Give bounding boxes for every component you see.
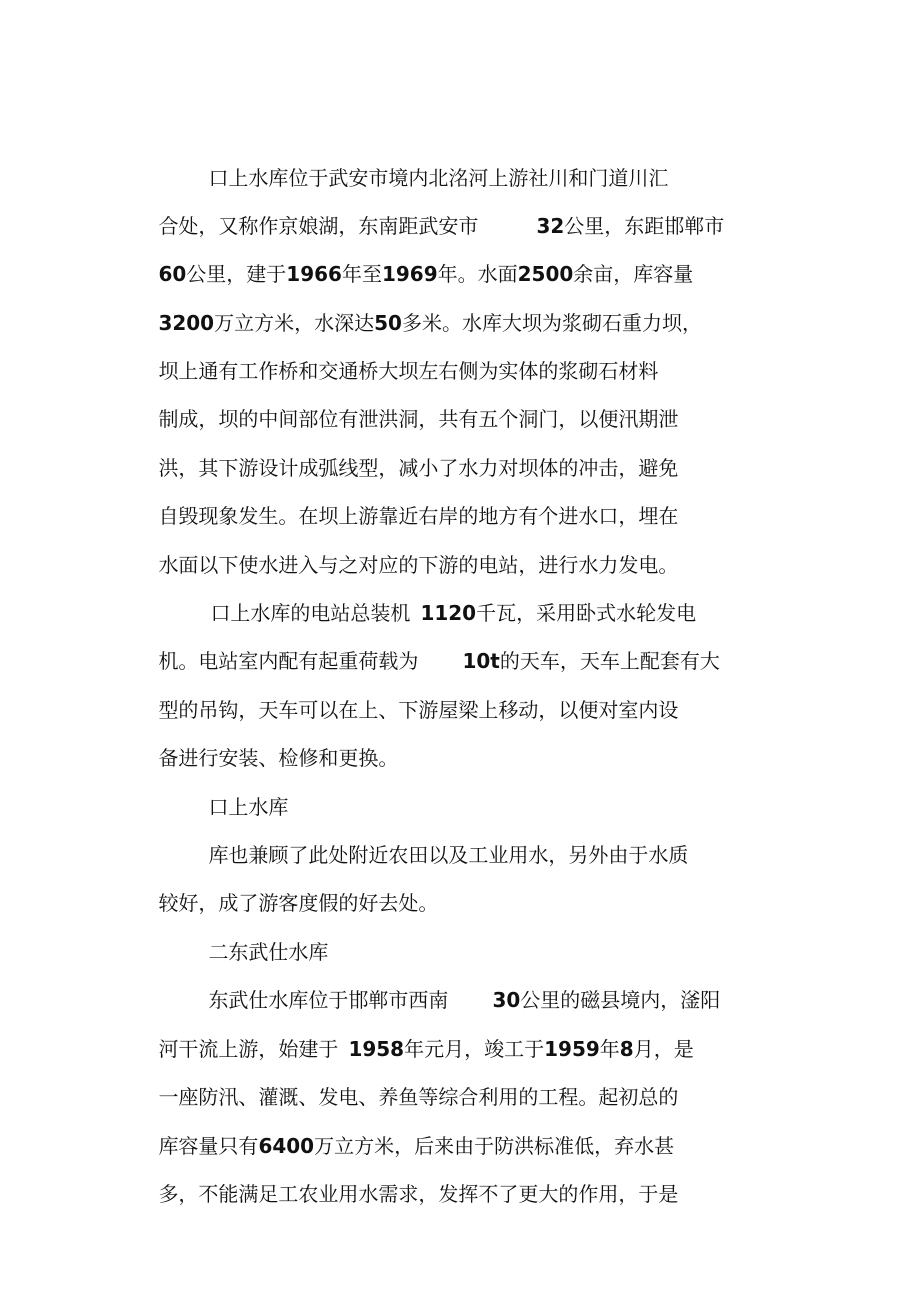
text-run: 年元月，竣工于 — [404, 1037, 545, 1061]
text-run: 余亩，库容量 — [573, 262, 694, 286]
number-run: 30 — [492, 988, 521, 1012]
text-run: 月，是 — [633, 1037, 694, 1061]
text-run: 制成，坝的中间部位有泄洪洞，共有五个洞门，以便汛期泄 — [158, 407, 679, 431]
paragraph4-line4 — [133, 1101, 675, 1158]
text-run: 合处，又称作京娘湖，东南距武安市 — [158, 214, 479, 238]
text-run: 东武仕水库位于邯郸市西南 — [208, 988, 449, 1012]
text-run: 口上水库 — [208, 795, 289, 819]
paragraph3-line1 — [183, 810, 689, 867]
number-run: 32 — [536, 214, 565, 238]
paragraph2-line1 — [185, 568, 697, 625]
text-run: 机。电站室内配有起重荷载为 — [158, 649, 419, 673]
number-run: 1958 — [348, 1037, 405, 1061]
section-heading — [183, 762, 289, 819]
number-run: 1966 — [286, 262, 342, 286]
number-run: 60 — [158, 262, 187, 286]
number-run: 10t — [462, 649, 500, 673]
text-run: 洪，其下游设计成弧线型，减小了水力对坝体的冲击，避免 — [158, 456, 679, 480]
text-run: 多，不能满足工农业用水需求，发挥不了更大的作用，于是 — [158, 1182, 679, 1206]
text-run: 河干流上游，始建于 — [158, 1037, 339, 1061]
text-run: 万立方米，后来由于防洪标准低，弃水甚 — [314, 1134, 675, 1158]
text-run: 公里的磁县境内，滏阳 — [520, 988, 721, 1012]
paragraph1-line5 — [133, 326, 659, 383]
paragraph4-line3 — [133, 1052, 679, 1109]
paragraph1-line6 — [133, 374, 679, 431]
text-run: 较好，成了游客度假的好去处。 — [158, 891, 439, 915]
number-run: 2500 — [517, 262, 574, 286]
paragraph1-line4 — [133, 278, 702, 335]
paragraph1-line2 — [133, 181, 725, 238]
paragraph1-line1 — [183, 133, 669, 190]
text-run: 水面以下使水进入与之对应的下游的电站，进行水力发电。 — [158, 553, 679, 577]
paragraph4-line2 — [133, 1004, 694, 1061]
number-run: 6400 — [258, 1134, 315, 1158]
paragraph1-line3 — [133, 229, 694, 286]
text-run: 一座防汛、灌溉、发电、养鱼等综合利用的工程。起初总的 — [158, 1085, 679, 1109]
text-run: 备进行安装、检修和更换。 — [158, 746, 399, 770]
number-run: 1959 — [544, 1037, 600, 1061]
number-run: 3200 — [158, 311, 215, 335]
text-run: 二东武仕水库 — [208, 940, 329, 964]
number-run: 8 — [619, 1037, 634, 1061]
number-run: 1969 — [381, 262, 438, 286]
paragraph2-line4 — [133, 713, 399, 770]
number-run: 1120 — [420, 601, 477, 625]
text-run: 千瓦，采用卧式水轮发电 — [476, 601, 697, 625]
text-run: 口上水库的电站总装机 — [210, 601, 411, 625]
paragraph3-line2 — [133, 858, 439, 915]
text-run: 年至 — [341, 262, 382, 286]
paragraph4-line5 — [133, 1149, 679, 1206]
paragraph4-line1 — [183, 955, 721, 1012]
text-run: 多米。水库大坝为浆砌石重力坝， — [401, 311, 702, 335]
number-run: 50 — [374, 311, 402, 335]
text-run: 型的吊钩，天车可以在上、下游屋梁上移动，以便对室内设 — [158, 698, 679, 722]
paragraph1-line7 — [133, 423, 679, 480]
text-run: 坝上通有工作桥和交通桥大坝左右侧为实体的浆砌石材料 — [158, 359, 659, 383]
text-run: 公里，东距邯郸市 — [564, 214, 725, 238]
section-heading — [183, 907, 329, 964]
text-run: 万立方米，水深达 — [214, 311, 375, 335]
text-run: 库容量只有 — [158, 1134, 259, 1158]
text-run: 口上水库位于武安市境内北洺河上游社川和门道川汇 — [208, 166, 669, 190]
paragraph1-line8 — [133, 471, 679, 528]
paragraph2-line3 — [133, 665, 679, 722]
text-run: 库也兼顾了此处附近农田以及工业用水，另外由于水质 — [208, 843, 689, 867]
text-run: 自毁现象发生。在坝上游靠近右岸的地方有个进水口，埋在 — [158, 504, 679, 528]
text-run: 年。水面 — [437, 262, 518, 286]
text-run: 年 — [599, 1037, 620, 1061]
paragraph1-line9 — [133, 520, 679, 577]
paragraph2-line2 — [133, 616, 720, 673]
text-run: 公里，建于 — [186, 262, 287, 286]
text-run: 的天车，天车上配套有大 — [499, 649, 720, 673]
